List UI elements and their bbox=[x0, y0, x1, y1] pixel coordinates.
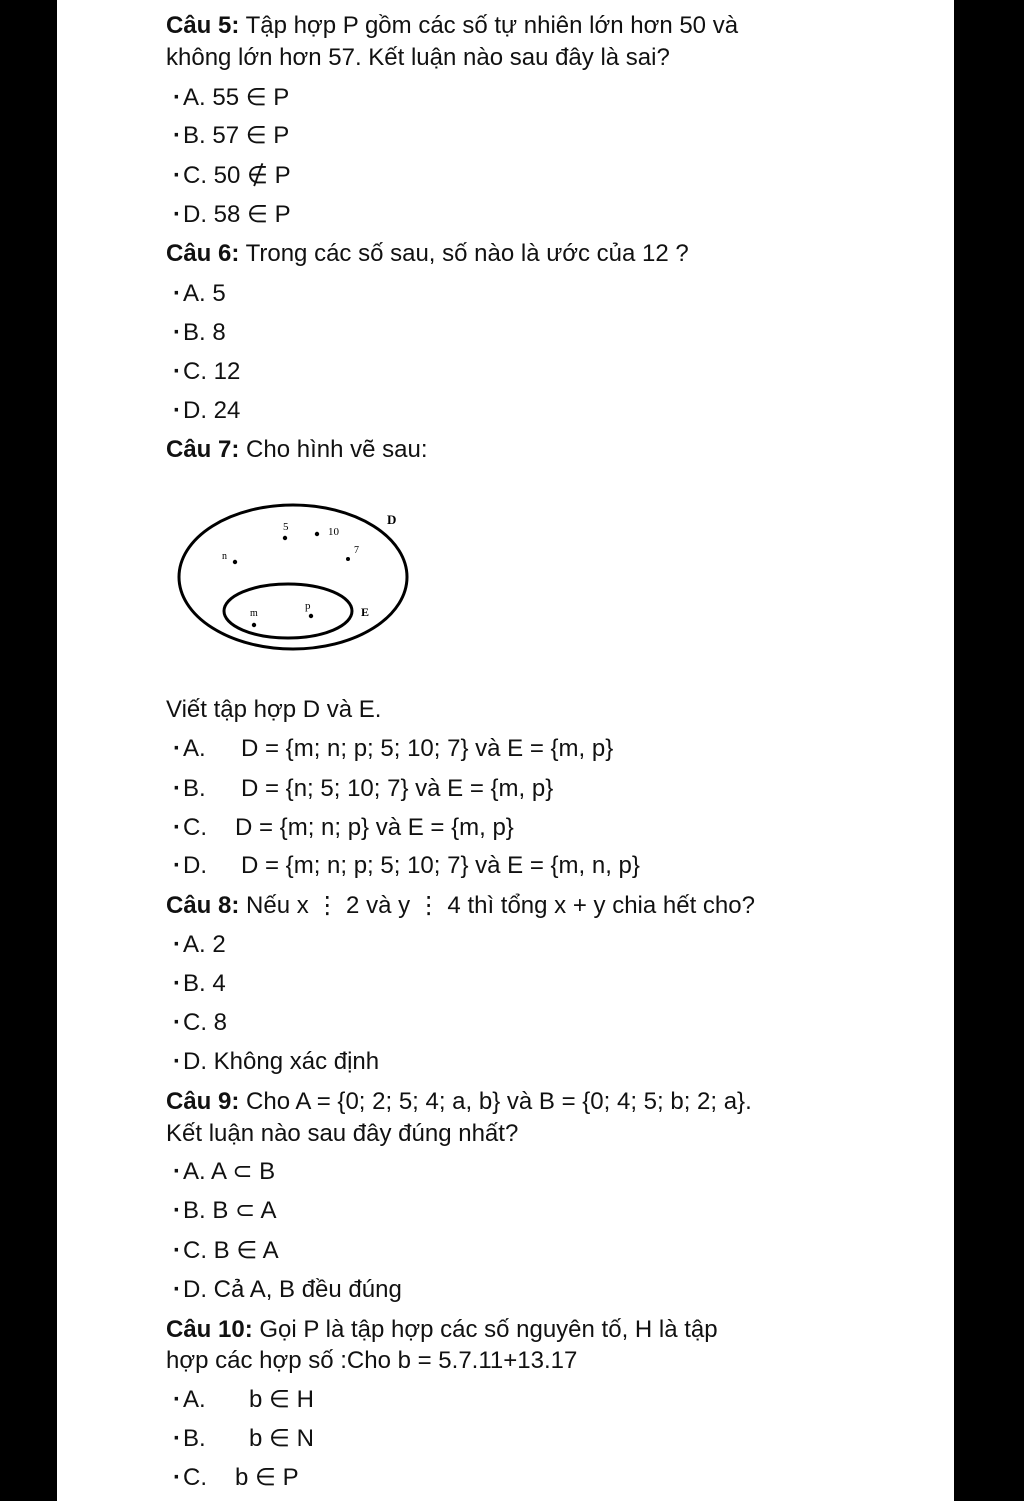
label-10: 10 bbox=[328, 526, 339, 538]
q8-option-a: ·A. 2 bbox=[173, 931, 226, 958]
q6-option-d: ·D. 24 bbox=[173, 397, 241, 424]
q6-option-c: ·C. 12 bbox=[173, 358, 241, 385]
point-p bbox=[309, 614, 313, 618]
q6-option-a: ·A. 5 bbox=[173, 280, 226, 307]
q5-option-b: ·B. 57 ∈ P bbox=[173, 122, 290, 149]
q6-option-b: ·B. 8 bbox=[173, 319, 226, 346]
q5-option-d: ·D. 58 ∈ P bbox=[173, 201, 291, 228]
q8-line bbox=[166, 892, 755, 920]
q10-option-a: ·A. b ∈ H bbox=[173, 1386, 314, 1413]
q9-option-d: ·D. Cả A, B đều đúng bbox=[173, 1276, 402, 1303]
q6-text: Trong các số sau, số nào là ước của 12 ? bbox=[239, 240, 689, 267]
q8-text: Nếu x ⋮ 2 và y ⋮ 4 thì tổng x + y chia hết cho? bbox=[239, 892, 755, 919]
label-m: m bbox=[250, 608, 258, 619]
q10-text-1: Gọi P là tập hợp các số nguyên tố, H là tập bbox=[252, 1316, 718, 1343]
label-d: D bbox=[387, 512, 397, 527]
q5-option-a: ·A. 55 ∈ P bbox=[173, 84, 290, 111]
q6-label: Câu 6: bbox=[166, 240, 240, 267]
q10-line1 bbox=[166, 1316, 718, 1344]
q9-line2: Kết luận nào sau đây đúng nhất? bbox=[166, 1120, 519, 1147]
q7-option-c: ·C. D = {m; n; p} và E = {m, p} bbox=[173, 814, 514, 841]
q7-prompt: Viết tập hợp D và E. bbox=[166, 696, 382, 723]
document-page bbox=[57, 0, 954, 1501]
q9-line1 bbox=[166, 1088, 752, 1116]
q9-option-a: ·A. A ⊂ B bbox=[173, 1158, 276, 1185]
set-e-ellipse bbox=[224, 584, 352, 638]
point-n bbox=[233, 560, 237, 564]
q9-label: Câu 9: bbox=[166, 1088, 240, 1115]
label-7: 7 bbox=[354, 545, 359, 556]
label-n: n bbox=[222, 551, 227, 562]
q5-line2: không lớn hơn 57. Kết luận nào sau đây là sai? bbox=[166, 44, 670, 71]
point-10 bbox=[315, 532, 319, 536]
q8-option-d: ·D. Không xác định bbox=[173, 1048, 380, 1075]
label-e: E bbox=[361, 605, 370, 619]
q5-line1 bbox=[166, 12, 738, 40]
q5-label: Câu 5: bbox=[166, 12, 240, 39]
q7-line bbox=[166, 436, 427, 464]
q9-option-c: ·C. B ∈ A bbox=[173, 1237, 279, 1264]
q10-label: Câu 10: bbox=[166, 1316, 253, 1343]
q7-option-b: ·B. D = {n; 5; 10; 7} và E = {m, p} bbox=[173, 775, 554, 802]
label-p: p bbox=[305, 600, 311, 612]
q9-text-1: Cho A = {0; 2; 5; 4; a, b} và B = {0; 4; 5; b; 2; a}. bbox=[239, 1088, 752, 1115]
q8-option-b: ·B. 4 bbox=[173, 970, 226, 997]
q10-option-b: ·B. b ∈ N bbox=[173, 1425, 314, 1452]
q8-option-c: ·C. 8 bbox=[173, 1009, 228, 1036]
venn-diagram bbox=[175, 500, 415, 680]
q7-option-a: ·A. D = {m; n; p; 5; 10; 7} và E = {m, p} bbox=[173, 735, 614, 762]
point-m bbox=[252, 623, 256, 627]
label-5: 5 bbox=[283, 521, 289, 533]
q8-label: Câu 8: bbox=[166, 892, 240, 919]
q5-option-c: ·C. 50 ∉ P bbox=[173, 162, 291, 189]
q5-text-1: Tập hợp P gồm các số tự nhiên lớn hơn 50 và bbox=[239, 12, 739, 39]
q7-option-d: ·D. D = {m; n; p; 5; 10; 7} và E = {m, n, p} bbox=[173, 852, 640, 879]
q6-line bbox=[166, 240, 689, 268]
q10-option-c: ·C. b ∈ P bbox=[173, 1464, 299, 1491]
q7-label: Câu 7: bbox=[166, 436, 240, 463]
point-7 bbox=[346, 557, 350, 561]
q9-option-b: ·B. B ⊂ A bbox=[173, 1197, 277, 1224]
point-5 bbox=[283, 536, 287, 540]
set-d-ellipse bbox=[179, 505, 407, 649]
q10-line2: hợp các hợp số :Cho b = 5.7.11+13.17 bbox=[166, 1347, 578, 1374]
q7-text: Cho hình vẽ sau: bbox=[239, 436, 428, 463]
